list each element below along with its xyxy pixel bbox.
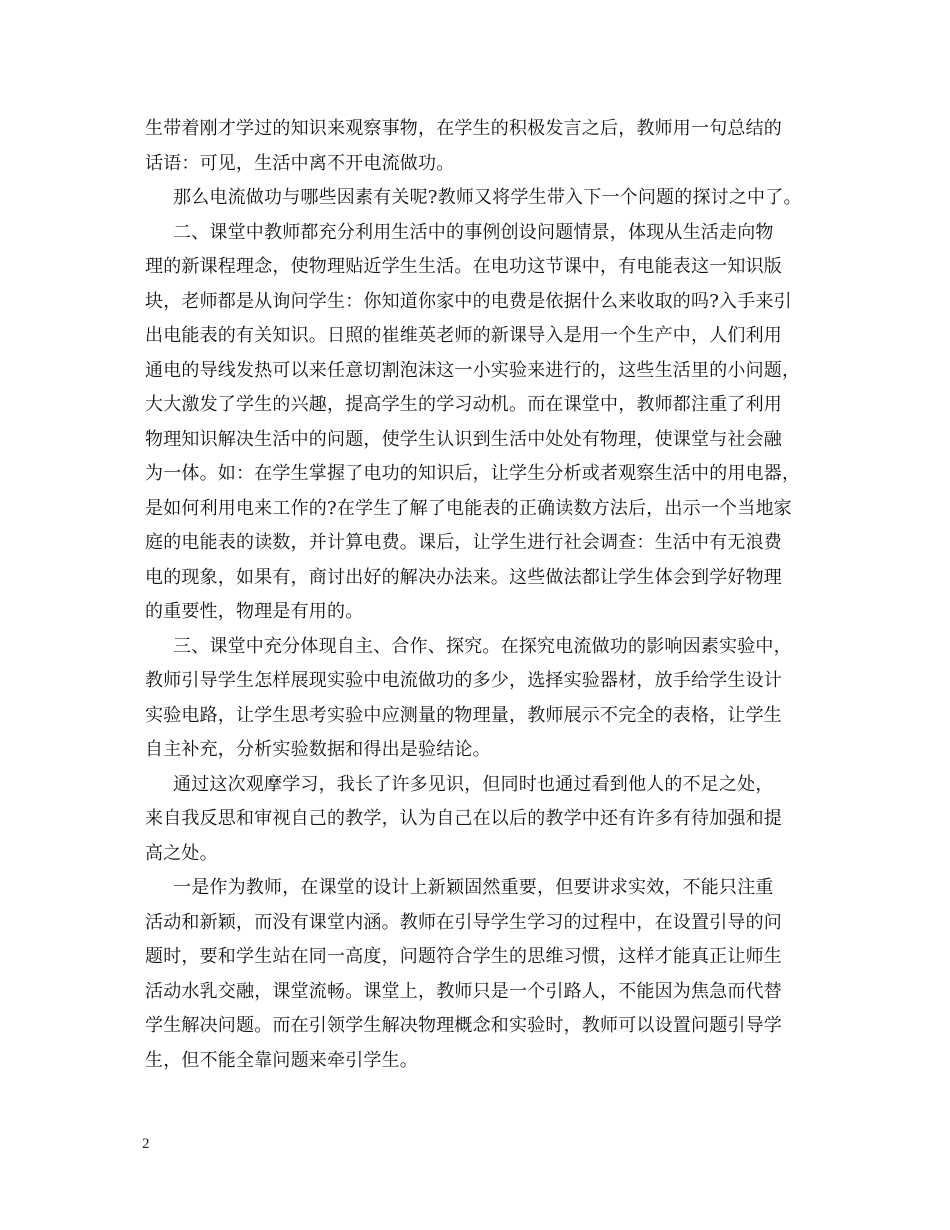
text-line: 出电能表的有关知识。日照的崔维英老师的新课导入是用一个生产中，人们利用 <box>145 325 782 346</box>
text-line: 庭的电能表的读数，并计算电费。课后，让学生进行社会调查：生活中有无浪费 <box>145 532 782 553</box>
text-line: 生带着刚才学过的知识来观察事物，在学生的积极发言之后，教师用一句总结的 <box>145 118 782 139</box>
text-line: 那么电流做功与哪些因素有关呢?教师又将学生带入下一个问题的探讨之中了。 <box>173 187 802 208</box>
text-line: 为一体。如：在学生掌握了电功的知识后，让学生分析或者观察生活中的用电器， <box>145 463 801 484</box>
body-text <box>145 112 815 1078</box>
text-line: 理的新课程理念，使物理贴近学生生活。在电功这节课中，有电能表这一知识版 <box>145 256 782 277</box>
text-line: 活动水乳交融，课堂流畅。课堂上，教师只是一个引路人，不能因为焦急而代替 <box>145 980 782 1002</box>
text-line: 学生解决问题。而在引领学生解决物理概念和实验时，教师可以设置问题引导学 <box>145 1015 782 1036</box>
text-line: 大大激发了学生的兴趣，提高学生的学习动机。而在课堂中，教师都注重了利用 <box>145 394 782 415</box>
text-line: 自主补充，分析实验数据和得出是验结论。 <box>145 739 491 760</box>
text-line: 教师引导学生怎样展现实验中电流做功的多少，选择实验器材，放手给学生设计 <box>145 670 782 691</box>
text-line: 通过这次观摩学习，我长了许多见识，但同时也通过看到他人的不足之处， <box>173 773 774 795</box>
text-line: 一是作为教师，在课堂的设计上新颖固然重要，但要讲求实效，不能只注重 <box>173 877 774 898</box>
text-line: 活动和新颖，而没有课堂内涵。教师在引导学生学习的过程中，在设置引导的问 <box>145 911 782 933</box>
text-line: 来自我反思和审视自己的教学，认为自己在以后的教学中还有许多有待加强和提 <box>145 808 782 829</box>
text-line: 二、课堂中教师都充分利用生活中的事例创设问题情景，体现从生活走向物 <box>173 221 774 243</box>
text-line: 的重要性，物理是有用的。 <box>145 601 364 622</box>
text-line: 电的现象，如果有，商讨出好的解决办法来。这些做法都让学生体会到学好物理 <box>145 566 782 588</box>
text-line: 实验电路，让学生思考实验中应测量的物理量，教师展示不完全的表格，让学生 <box>145 704 782 726</box>
text-line: 块，老师都是从询问学生：你知道你家中的电费是依据什么来收取的吗?入手来引 <box>145 290 792 312</box>
text-line: 高之处。 <box>145 842 218 864</box>
text-line: 物理知识解决生活中的问题，使学生认识到生活中处处有物理，使课堂与社会融 <box>145 428 782 450</box>
page-number: 2 <box>142 1136 150 1152</box>
text-line: 生，但不能全靠问题来牵引学生。 <box>145 1049 418 1071</box>
text-line: 题时，要和学生站在同一高度，问题符合学生的思维习惯，这样才能真正让师生 <box>145 946 782 967</box>
text-line: 是如何利用电来工作的?在学生了解了电能表的正确读数方法后，出示一个当地家 <box>145 497 792 519</box>
text-line: 三、课堂中充分体现自主、合作、探究。在探究电流做功的影响因素实验中， <box>173 635 792 657</box>
text-line: 话语：可见，生活中离不开电流做功。 <box>145 152 455 174</box>
text-line: 通电的导线发热可以来任意切割泡沫这一小实验来进行的，这些生活里的小问题， <box>145 359 801 381</box>
